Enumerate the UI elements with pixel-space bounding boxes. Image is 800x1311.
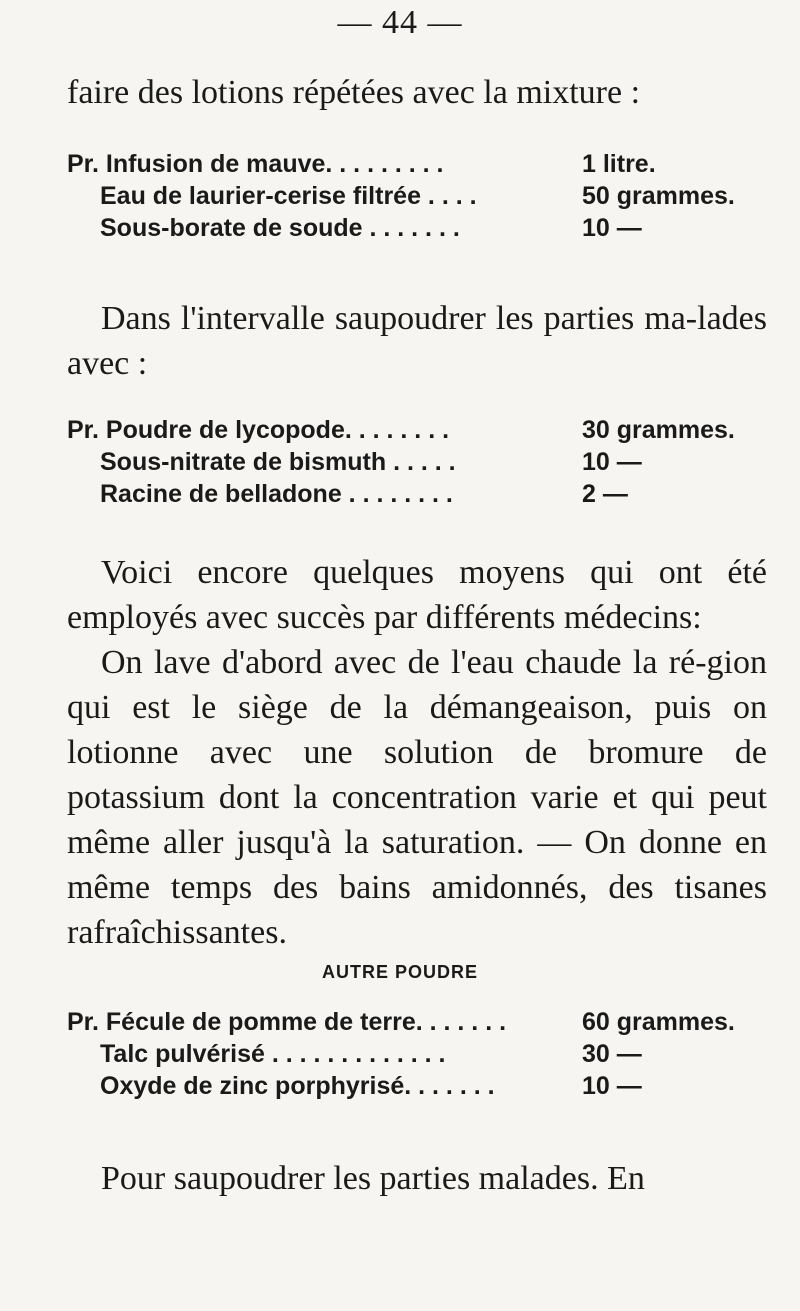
- page-number: — 44 —: [337, 4, 463, 41]
- paragraph-lave: On lave d'abord avec de l'eau chaude la ré-gion qui est le siège de la démangeaison, puis on lotionne avec une solution de bromure de potassium dont la concentration varie et qui peut même aller jusqu'à la saturation. — On donne en même temps des bains amidonnés, des tisanes rafraîchissantes.: [67, 644, 767, 951]
- ingredient-quantity: 1 litre.: [582, 150, 656, 178]
- ingredient-name: Racine de belladone . . . . . . . .: [100, 480, 453, 508]
- formula-row: [67, 1006, 767, 1038]
- formula-poudre-lycopode: [67, 414, 767, 510]
- formula-row: [67, 212, 767, 244]
- formula-autre-poudre: [67, 1006, 767, 1102]
- ingredient-quantity: 2 —: [582, 480, 628, 508]
- ingredient-quantity: 10 —: [582, 448, 642, 476]
- ingredient-name: Talc pulvérisé . . . . . . . . . . . . .: [100, 1040, 446, 1068]
- formula-lotion: [67, 148, 767, 244]
- ingredient-quantity: 50 grammes.: [582, 182, 735, 210]
- ingredient-name: Eau de laurier-cerise filtrée . . . .: [100, 182, 477, 210]
- ingredient-name: Pr. Infusion de mauve. . . . . . . . .: [67, 150, 444, 178]
- ingredient-quantity: 10 —: [582, 214, 642, 242]
- formula-row: [67, 414, 767, 446]
- paragraph-intervalle: Dans l'intervalle saupoudrer les parties ma-lades avec :: [67, 300, 767, 382]
- ingredient-name: Pr. Fécule de pomme de terre. . . . . . .: [67, 1008, 507, 1036]
- formula-row: [67, 180, 767, 212]
- ingredient-quantity: 10 —: [582, 1072, 642, 1100]
- ingredient-name: Pr. Poudre de lycopode. . . . . . . .: [67, 416, 450, 444]
- formula-row: [67, 148, 767, 180]
- formula-row: [67, 478, 767, 510]
- ingredient-name: Oxyde de zinc porphyrisé. . . . . . .: [100, 1072, 495, 1100]
- ingredient-quantity: 30 —: [582, 1040, 642, 1068]
- formula-row: [67, 446, 767, 478]
- closing-line: Pour saupoudrer les parties malades. En: [101, 1160, 645, 1197]
- ingredient-quantity: 60 grammes.: [582, 1008, 735, 1036]
- intro-line: faire des lotions répétées avec la mixture :: [67, 74, 641, 111]
- formula-row: [67, 1038, 767, 1070]
- ingredient-name: Sous-nitrate de bismuth . . . . .: [100, 448, 456, 476]
- ingredient-name: Sous-borate de soude . . . . . . .: [100, 214, 460, 242]
- section-heading: AUTRE POUDRE: [321, 962, 478, 982]
- formula-row: [67, 1070, 767, 1102]
- ingredient-quantity: 30 grammes.: [582, 416, 735, 444]
- paragraph-moyens: Voici encore quelques moyens qui ont été employés avec succès par différents médecins:: [67, 554, 767, 636]
